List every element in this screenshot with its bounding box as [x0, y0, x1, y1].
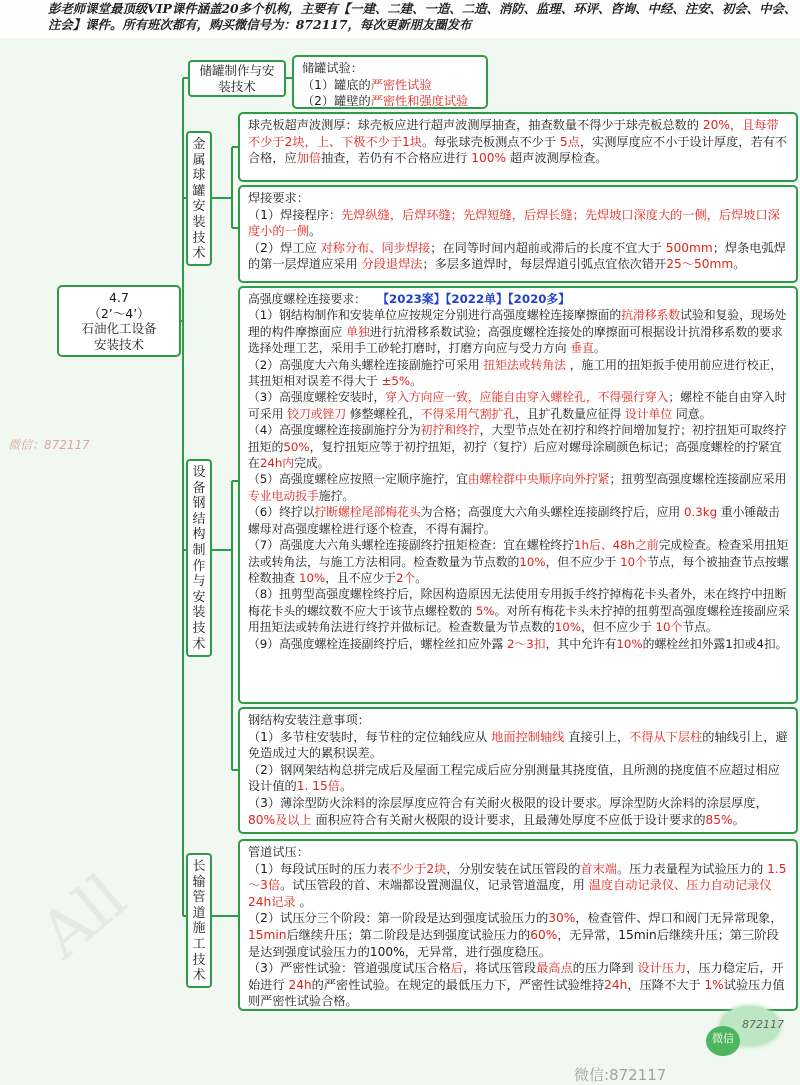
text-span: ，实测厚度应不小于设计厚度，若有不合格，应	[248, 134, 788, 166]
background-watermark: All	[26, 860, 141, 974]
highlight-text: 60%	[530, 927, 558, 942]
highlight-text: 抗滑移系数	[621, 308, 681, 323]
text-span: 重小锤敲击螺母对高强度螺栓进行逐个检查，不得有漏拧。	[248, 505, 780, 536]
highlight-text: 严密性试验	[370, 77, 432, 92]
branch-pipe-char: 技	[192, 952, 206, 968]
text-span: ，且扩孔数量应征得	[515, 406, 626, 421]
bolt-title: 高强度螺栓连接要求：	[248, 292, 366, 306]
branch-steel-char: 结	[192, 511, 206, 527]
root-number: 4.7	[109, 290, 129, 305]
tank-test-item-2	[302, 93, 480, 109]
highlight-text: 0.3kg	[683, 505, 718, 520]
highlight-text: 1. 15倍	[296, 779, 340, 794]
highlight-text: 20%，且每带不少于2块，上、下极不少于1块	[248, 118, 779, 149]
highlight-text: 初拧和终拧	[420, 423, 480, 438]
branch-pipe-char: 长	[192, 859, 206, 874]
text-span: （3）严密性试验：管道强度试压合格	[248, 961, 451, 976]
side-watermark: 微信：872117	[8, 438, 90, 452]
highlight-text: 单独	[346, 324, 370, 339]
highlight-text: 2～3扣	[507, 636, 546, 651]
highlight-text: 拧断螺栓尾部梅花头	[314, 505, 421, 520]
text-span: ；在同等时间内超前或滞后的长度不宜大于	[430, 240, 666, 255]
highlight-text: 10%	[519, 554, 546, 569]
branch-pipe	[186, 853, 212, 988]
branch-sphere-char: 安	[192, 199, 206, 215]
highlight-text: 铰刀或锉刀	[287, 406, 347, 421]
steel-note-item-3	[248, 795, 790, 828]
branch-pipe-char: 工	[192, 936, 206, 952]
highlight-text: 30%	[548, 911, 576, 926]
steel-note-box	[238, 707, 798, 834]
highlight-text: 5%	[475, 603, 495, 618]
bolt-item-2	[248, 357, 790, 390]
text-span: （6）终拧以	[248, 505, 315, 520]
text-span: 。	[593, 341, 606, 356]
text-span: ，检查管件、焊口和阀门无异常现象，	[575, 911, 783, 926]
text-span: ，但不应少于	[580, 620, 656, 635]
text-span: 。	[295, 894, 312, 909]
text-span: ，将试压管段	[462, 961, 537, 976]
branch-steel	[186, 459, 212, 657]
branch-sphere-char: 属	[192, 152, 206, 168]
highlight-text: 对称分布、同步焊接	[320, 240, 431, 255]
text-span: （2）焊工应	[248, 240, 321, 255]
text-span: ，复拧扭矩应等于初拧扭矩，初拧（复拧）后应对螺母涂刷颜色标记；高强度螺栓的拧紧宜在	[248, 439, 782, 471]
text-span: ，大型节点处在初拧和终拧间增加复拧；初拧扭矩可取终拧扭矩的	[248, 423, 787, 454]
welding-item-2	[248, 240, 790, 273]
highlight-text: 不少于2块	[389, 861, 447, 876]
tank-test-item-1	[302, 77, 480, 94]
highlight-text: 24h内	[259, 456, 295, 471]
text-span: ，施工用的扭矩扳手使用前应进行校正，其扭矩相对误差不得大于	[248, 357, 783, 389]
text-span: 抽查，若仍有不合格应进行	[321, 151, 472, 166]
branch-sphere	[186, 131, 212, 266]
highlight-text: 不得采用气割扩孔	[420, 406, 516, 421]
highlight-text: 分段退焊法	[361, 257, 423, 272]
steel-note-item-2	[248, 762, 790, 795]
text-span: （4）高强度螺栓连接副施拧分为	[248, 423, 421, 438]
text-span: ，分别安装在试压管段的	[446, 861, 581, 876]
text-span: ；多层多道焊时，每层焊道引弧点宜依次错开	[422, 257, 667, 272]
highlight-text: 10个	[620, 554, 647, 569]
highlight-text: 严密性和强度试验	[370, 94, 469, 109]
bolt-title-row	[248, 291, 790, 307]
bolt-item-8	[248, 586, 790, 635]
highlight-text: 25～50mm	[666, 257, 734, 272]
highlight-text: 2个	[395, 570, 416, 585]
text-span: 。压力表量程为试验压力的	[616, 861, 768, 876]
bolt-item-7	[248, 537, 790, 586]
branch-steel-char: 技	[192, 620, 206, 636]
highlight-text: 500mm	[665, 240, 713, 255]
bolt-item-3	[248, 389, 790, 422]
bolt-item-5	[248, 471, 790, 504]
highlight-text: 10%	[554, 620, 581, 635]
root-score: （2’～4’）	[88, 305, 150, 321]
branch-sphere-char: 术	[192, 246, 206, 262]
text-span: ，且不应少于	[325, 570, 396, 585]
highlight-text: 24h	[604, 977, 628, 992]
branch-tank	[188, 60, 286, 97]
branch-steel-char: 术	[192, 636, 206, 652]
text-span: 。对所有梅花卡头未拧掉的扭剪型高强度螺栓连接副应采用扭矩法或转角法进行终拧并做标记。检查数量为节点数的	[248, 603, 790, 635]
highlight-text: 垂直	[570, 341, 594, 356]
root-topic	[57, 285, 181, 357]
text-span: （3）薄涂型防火涂料的涂层厚度应符合有关耐火极限的设计要求。厚涂型防火涂料的涂层厚度，	[248, 795, 768, 810]
highlight-text: 24h	[288, 977, 312, 992]
pipe-test-item-1	[248, 861, 790, 911]
steel-note-title: 钢结构安装注意事项：	[248, 713, 370, 727]
text-span: （1）罐底的	[302, 77, 371, 92]
steel-note-item-1	[248, 729, 790, 762]
text-span: 试验和复验，现场处理的构件摩擦面应	[248, 308, 787, 339]
branch-pipe-char: 输	[192, 874, 206, 890]
text-span: 。	[339, 779, 353, 794]
wechat-logo-number: 872117	[742, 1018, 784, 1031]
text-span: 施拧。	[318, 488, 355, 503]
branch-sphere-char: 装	[192, 214, 206, 230]
highlight-text: 5点	[559, 134, 580, 149]
text-span: ，压降不大于	[627, 977, 705, 992]
highlight-text: 最高点	[536, 961, 573, 976]
text-span: （1）多节柱安装时，每节柱的定位轴线应从	[248, 729, 492, 744]
branch-steel-char: 作	[192, 558, 206, 574]
highlight-text: 温度自动记录仪、压力自动记录仪24h记录	[248, 878, 772, 909]
text-span: 。	[732, 812, 745, 827]
text-span: 。	[308, 224, 322, 239]
root-title-1: 石油化工设备	[81, 321, 157, 336]
bolt-item-4	[248, 422, 790, 471]
pipe-test-item-2	[248, 910, 790, 960]
highlight-text: 1%	[704, 977, 724, 992]
top-note: 彭老师课堂最顶级VIP课件涵盖20多个机构，主要有【一建、二建、一造、二造、消防、监理、环评、咨询、中经、注安、初会、中会、注会】课件。所有班次都有，购买微信号为：872117，每次更新朋友圈发布	[0, 0, 800, 38]
bolt-box	[238, 286, 798, 704]
bolt-item-6	[248, 504, 790, 537]
text-span: 完成检查。检查采用扭矩法或转角法，与施工方法相同。检查数量为节点数的	[248, 538, 789, 569]
highlight-text: 地面控制轴线	[491, 729, 565, 744]
root-title-2: 安装技术	[93, 336, 144, 352]
text-span: 为合格；高强度大六角头螺栓连接副终拧后，应用	[420, 505, 684, 520]
text-span: （9）高强度螺栓连接副终拧后，螺栓丝扣应外露	[248, 636, 507, 651]
highlight-text: 10个	[655, 620, 683, 635]
pipe-test-item-3	[248, 960, 790, 1010]
text-span: 进行抗滑移系数试验；高强度螺栓连接处的摩擦面可根据设计抗滑移系数的要求选择处理工艺，采用手工砂轮打磨时，打磨方向应与受力方向	[248, 324, 783, 356]
text-span: （1）钢结构制作和安装单位应按规定分别进行高强度螺栓连接摩擦面的	[248, 308, 622, 323]
branch-sphere-char: 金	[192, 137, 206, 152]
branch-tank-label: 储罐制作与安装技术	[199, 62, 275, 94]
branch-pipe-char: 道	[192, 905, 206, 921]
highlight-text: 扭矩法或转角法	[483, 357, 566, 372]
highlight-text: 10%	[616, 636, 643, 651]
highlight-text: 后	[450, 961, 463, 976]
highlight-text: 先焊纵缝，后焊环缝；先焊短缝，后焊长缝；先焊坡口深度大的一侧，后焊坡口深度小的一侧	[248, 207, 780, 239]
welding-item-1	[248, 207, 790, 240]
text-span: （2）钢网架结构总拼完成后及屋面工程完成后应分别测量其挠度值，且所测的挠度值不应超过相应设计值的	[248, 762, 780, 794]
highlight-text: 不得从下层柱	[629, 729, 703, 744]
text-span: 试验压力值则严密性试验合格。	[248, 977, 785, 1009]
text-span: ；扭剪型高强度螺栓连接副应采用	[609, 472, 787, 487]
text-span: 超声波测厚检查。	[506, 151, 608, 166]
text-span: ，其中允许有	[545, 636, 617, 651]
highlight-text: 80%及以上	[248, 812, 312, 827]
bolt-item-1	[248, 307, 790, 356]
branch-sphere-char: 球	[192, 168, 206, 184]
highlight-text: 15min	[248, 927, 287, 942]
branch-steel-char: 钢	[192, 496, 206, 512]
highlight-text: ±5%	[381, 374, 411, 389]
bolt-item-9	[248, 636, 790, 652]
branch-pipe-char: 术	[192, 968, 206, 984]
highlight-text: 由螺栓群中央顺序向外拧紧	[467, 472, 610, 487]
highlight-text: 50%	[283, 439, 310, 454]
text-span: 同意。	[672, 406, 712, 421]
text-span: 的压力降到	[572, 961, 638, 976]
text-span: 直接引上，	[564, 729, 630, 744]
branch-steel-char: 安	[192, 589, 206, 605]
text-span: 的轴线引上，避免造成过大的累积误差。	[248, 729, 788, 761]
branch-steel-char: 设	[192, 465, 206, 480]
pipe-test-title: 管道试压：	[248, 845, 309, 859]
branch-sphere-char: 技	[192, 230, 206, 246]
text-span: （8）扭剪型高强度螺栓终拧后，除因构造原因无法使用专用扳手终拧掉梅花卡头者外，未在终拧中扭断梅花卡头的螺纹数不应大于该节点螺栓数的	[248, 587, 787, 618]
branch-steel-char: 构	[192, 527, 206, 543]
text-span: 后继续升压；第二阶段是达到强度试验压力的	[286, 927, 531, 942]
text-span: （7）高强度大六角头螺栓连接副终拧扭矩检查：宜在螺栓终拧	[248, 538, 575, 553]
text-span: ，但不应少于	[545, 554, 621, 569]
welding-title: 焊接要求：	[248, 191, 309, 205]
text-span: 节点。	[682, 620, 718, 635]
ultrasonic-text	[248, 117, 790, 167]
text-span: （2）试压分三个阶段：第一阶段是达到强度试验压力的	[248, 911, 549, 926]
text-span: 球壳板超声波测厚：球壳板应进行超声波测厚抽查，抽查数量不得少于球壳板总数的	[248, 118, 703, 132]
branch-sphere-char: 罐	[192, 183, 206, 199]
text-span: ，无异常，15min后继续升压；第三阶段是达到强度试验压力的100%，无异常，进行强度稳压。	[248, 927, 779, 959]
exam-tags: 【2023案】【2022单】【2020多】	[377, 292, 571, 306]
text-span: 。试压管段的首、末端都设置测温仪，记录管道温度，用	[280, 878, 589, 893]
text-span: 完成。	[294, 456, 330, 471]
text-span: 节点，每个被抽查节点按螺栓数抽查	[248, 554, 789, 585]
text-span: （2）罐壁的	[302, 94, 371, 109]
text-span: 的严密性试验。在规定的最低压力下，严密性试验维持	[311, 977, 605, 992]
highlight-text: 设计单位	[625, 406, 673, 421]
pipe-test-box	[238, 839, 798, 1011]
text-span: （5）高强度螺栓应按照一定顺序施拧，宜	[248, 472, 468, 487]
text-span: 面积应符合有关耐火极限的设计要求，且最薄处厚度不应低于设计要求的	[311, 812, 706, 827]
text-span: 。	[410, 374, 422, 389]
text-span: 。	[415, 570, 428, 585]
highlight-text: 加倍	[296, 151, 322, 166]
text-span: 的螺栓丝扣外露1扣或4扣。	[642, 636, 788, 651]
ultrasonic-box	[238, 112, 798, 182]
text-span: （3）高强度螺栓安装时，	[248, 390, 386, 405]
tank-test-title: 储罐试验：	[302, 61, 363, 75]
branch-steel-char: 与	[192, 574, 206, 590]
text-span: ；焊条电弧焊的第一层焊道应采用	[248, 240, 786, 272]
text-span: ；螺栓不能自由穿入时可采用	[248, 390, 787, 421]
highlight-text: 专业电动扳手	[248, 488, 319, 503]
welding-box	[238, 185, 798, 283]
highlight-text: 10%	[298, 570, 326, 585]
branch-steel-char: 制	[192, 542, 206, 558]
text-span: （1）焊接程序：	[248, 207, 342, 222]
highlight-text: 85%	[705, 812, 733, 827]
highlight-text: 100%	[471, 151, 507, 166]
text-span: （1）每段试压时的压力表	[248, 861, 390, 876]
highlight-text: 1h后、48h之前	[574, 538, 659, 553]
highlight-text: 首末端	[580, 861, 617, 876]
text-span: 。	[733, 257, 746, 272]
branch-pipe-char: 管	[192, 890, 206, 906]
text-span: ，压力稳定后，开始进行	[248, 961, 784, 992]
text-span: （2）高强度大六角头螺栓连接副施拧可采用	[248, 357, 484, 372]
text-span: 修整螺栓孔，	[346, 406, 421, 421]
bottom-watermark: 微信:872117	[574, 1066, 667, 1084]
text-span: 。每张球壳板测点不少于	[421, 134, 560, 149]
highlight-text: 设计压力	[637, 961, 687, 976]
highlight-text: 1.5～3倍	[248, 861, 787, 893]
branch-steel-char: 备	[192, 480, 206, 496]
tank-test-box	[292, 55, 488, 109]
highlight-text: 穿入方向应一致，应能自由穿入螺栓孔，不得强行穿入	[385, 390, 669, 405]
wechat-logo-text: 微信	[712, 1032, 734, 1045]
branch-steel-char: 装	[192, 605, 206, 621]
branch-pipe-char: 施	[192, 921, 206, 937]
